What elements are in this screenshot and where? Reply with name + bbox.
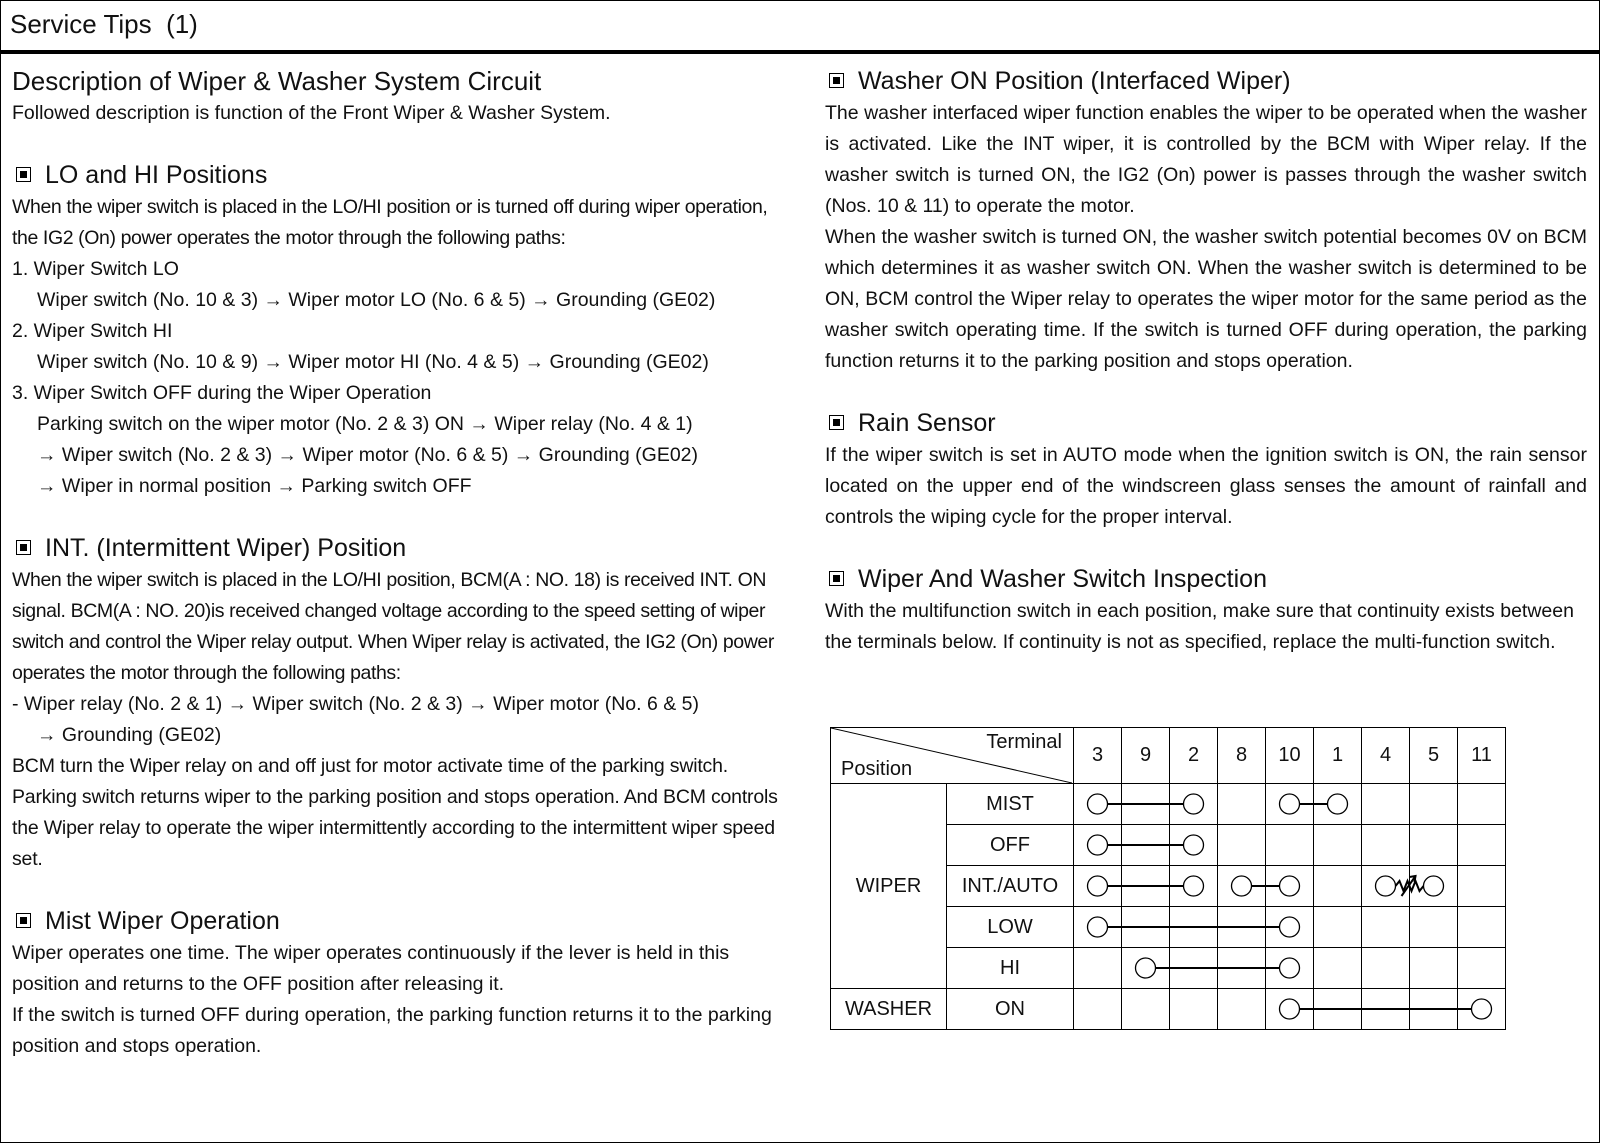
terminal-cell	[1074, 989, 1122, 1030]
right-column	[825, 64, 1587, 658]
terminal-cell	[1170, 948, 1218, 989]
title-text: Service Tips	[10, 9, 152, 39]
bullet-icon	[829, 73, 844, 88]
terminal-cell	[1458, 948, 1506, 989]
rain-heading	[825, 406, 1587, 440]
mist-heading	[12, 904, 778, 938]
terminal-cell	[1458, 784, 1506, 825]
terminal-cell	[1170, 784, 1218, 825]
position-cell: HI	[947, 948, 1074, 989]
corner-header	[831, 728, 1074, 784]
terminal-cell	[1362, 866, 1410, 907]
bullet-icon	[829, 415, 844, 430]
mist-text-2: If the switch is turned OFF during operation, the parking function returns it to the parking position and stops operation.	[12, 1004, 772, 1057]
terminal-cell	[1170, 907, 1218, 948]
group-cell: WIPER	[831, 784, 947, 989]
terminal-header: 9	[1122, 728, 1170, 784]
terminal-cell	[1218, 825, 1266, 866]
group-cell: WASHER	[831, 989, 947, 1030]
washer-text-2: When the washer switch is turned ON, the washer switch potential becomes 0V on BCM which determines it as washer switch ON. When the washer switch is determined to be ON, BCM control the Wiper relay to operates the wiper motor for the same period as the washer switch operating time. If the switch is turned OFF during operation, the parking function returns it to the parking position and stops operation.	[825, 226, 1587, 372]
terminal-cell	[1410, 948, 1458, 989]
terminal-cell	[1314, 784, 1362, 825]
heading-text: Rain Sensor	[858, 409, 996, 437]
lohi-item-1-title: 1. Wiper Switch LO	[12, 258, 179, 280]
heading-text: Washer ON Position (Interfaced Wiper)	[858, 67, 1291, 95]
int-path-2: → Grounding (GE02)	[37, 724, 222, 746]
terminal-cell	[1170, 989, 1218, 1030]
terminal-cell	[1122, 866, 1170, 907]
terminal-cell	[1074, 825, 1122, 866]
page-number: (1)	[166, 9, 198, 39]
bullet-icon	[829, 571, 844, 586]
lohi-item-2-path: Wiper switch (No. 10 & 9) → Wiper motor HI (No. 4 & 5) → Grounding (GE02)	[37, 351, 709, 373]
heading-text: Wiper And Washer Switch Inspection	[858, 565, 1267, 593]
terminal-cell	[1122, 825, 1170, 866]
lohi-item-3-path: → Wiper in normal position → Parking switch OFF	[37, 475, 472, 497]
heading-text: LO and HI Positions	[45, 161, 268, 189]
terminal-cell	[1458, 989, 1506, 1030]
terminal-cell	[1410, 825, 1458, 866]
terminal-cell	[1266, 907, 1314, 948]
position-cell: LOW	[947, 907, 1074, 948]
terminal-cell	[1362, 989, 1410, 1030]
inspect-heading	[825, 562, 1587, 596]
terminal-cell	[1218, 948, 1266, 989]
terminal-cell	[1074, 948, 1122, 989]
terminal-cell	[1218, 989, 1266, 1030]
terminal-header: 10	[1266, 728, 1314, 784]
washer-heading	[825, 64, 1587, 98]
terminal-cell	[1122, 784, 1170, 825]
table-row	[831, 989, 1506, 1030]
inspect-text: With the multifunction switch in each position, make sure that continuity exists between the terminals below. If continuity is not as specified, replace the multi-function switch.	[825, 600, 1574, 653]
title-bar	[0, 0, 1600, 54]
terminal-cell	[1218, 866, 1266, 907]
int-text-2: BCM turn the Wiper relay on and off just for motor activate time of the parking switch. Parking switch returns wiper to the parking position and stops operation. And BCM controls the Wiper relay to operate the wiper intermittently according to the intermittent wiper speed set.	[12, 755, 778, 870]
terminal-cell	[1266, 784, 1314, 825]
continuity-table	[830, 727, 1506, 1030]
lohi-item-1-path: Wiper switch (No. 10 & 3) → Wiper motor LO (No. 6 & 5) → Grounding (GE02)	[37, 289, 716, 311]
terminal-cell	[1458, 866, 1506, 907]
table-row	[831, 784, 1506, 825]
terminal-cell	[1170, 825, 1218, 866]
terminal-header: 5	[1410, 728, 1458, 784]
lohi-item-3-path: → Wiper switch (No. 2 & 3) → Wiper motor (No. 6 & 5) → Grounding (GE02)	[37, 444, 699, 466]
terminal-cell	[1410, 907, 1458, 948]
terminal-cell	[1074, 907, 1122, 948]
terminal-cell	[1362, 907, 1410, 948]
terminal-header: 4	[1362, 728, 1410, 784]
lohi-item-3-title: 3. Wiper Switch OFF during the Wiper Operation	[12, 382, 432, 404]
position-cell: OFF	[947, 825, 1074, 866]
bullet-icon	[16, 913, 31, 928]
terminal-cell	[1362, 784, 1410, 825]
position-cell: MIST	[947, 784, 1074, 825]
position-cell: ON	[947, 989, 1074, 1030]
terminal-cell	[1362, 948, 1410, 989]
continuity-table-wrapper	[830, 727, 1506, 1030]
terminal-header: 1	[1314, 728, 1362, 784]
terminal-cell	[1362, 825, 1410, 866]
terminal-header: 11	[1458, 728, 1506, 784]
terminal-cell	[1410, 989, 1458, 1030]
terminal-cell	[1458, 907, 1506, 948]
terminal-cell	[1122, 907, 1170, 948]
terminal-cell	[1122, 948, 1170, 989]
terminal-cell	[1410, 784, 1458, 825]
terminal-cell	[1266, 989, 1314, 1030]
terminal-cell	[1266, 825, 1314, 866]
lohi-text: When the wiper switch is placed in the LO/HI position or is turned off during wiper operation, the IG2 (On) power operates the motor through the following paths:	[12, 196, 768, 249]
heading-text: INT. (Intermittent Wiper) Position	[45, 534, 407, 562]
terminal-header: 3	[1074, 728, 1122, 784]
terminal-cell	[1122, 989, 1170, 1030]
mist-text: Wiper operates one time. The wiper operates continuously if the lever is held in this position and returns to the OFF position after releasing it.	[12, 942, 730, 995]
position-cell: INT./AUTO	[947, 866, 1074, 907]
heading-text: Mist Wiper Operation	[45, 907, 280, 935]
terminal-cell	[1314, 989, 1362, 1030]
intro-text: Followed description is function of the Front Wiper & Washer System.	[12, 102, 611, 124]
lohi-heading	[12, 158, 778, 192]
bullet-icon	[16, 167, 31, 182]
terminal-cell	[1314, 825, 1362, 866]
terminal-cell	[1458, 825, 1506, 866]
terminal-cell	[1314, 907, 1362, 948]
terminal-header: 2	[1170, 728, 1218, 784]
lohi-item-3-path: Parking switch on the wiper motor (No. 2 & 3) ON → Wiper relay (No. 4 & 1)	[37, 413, 693, 435]
lohi-item-2-title: 2. Wiper Switch HI	[12, 320, 173, 342]
terminal-header: 8	[1218, 728, 1266, 784]
terminal-label: Terminal	[986, 731, 1062, 753]
page-title	[10, 9, 198, 40]
int-text: When the wiper switch is placed in the LO/HI position, BCM(A : NO. 18) is received INT. ON signal. BCM(A : NO. 20)is received changed voltage according to the speed setting of wiper switch and control the Wiper relay output. When Wiper relay is activated, the IG2 (On) power operates the motor through the following paths:	[12, 569, 774, 684]
terminal-cell	[1314, 866, 1362, 907]
terminal-cell	[1314, 948, 1362, 989]
terminal-cell	[1266, 866, 1314, 907]
terminal-cell	[1074, 866, 1122, 907]
washer-text: The washer interfaced wiper function enables the wiper to be operated when the washer is activated. Like the INT wiper, it is controlled by the BCM with Wiper relay. If the washer switch is turned ON, the IG2 (On) power is passes through the washer switch (Nos. 10 & 11) to operate the motor.	[825, 102, 1587, 217]
terminal-cell	[1074, 784, 1122, 825]
int-path: - Wiper relay (No. 2 & 1) → Wiper switch (No. 2 & 3) → Wiper motor (No. 6 & 5)	[12, 693, 699, 715]
int-heading	[12, 531, 778, 565]
terminal-cell	[1266, 948, 1314, 989]
section-title: Description of Wiper & Washer System Circuit	[12, 66, 542, 96]
terminal-cell	[1170, 866, 1218, 907]
bullet-icon	[16, 540, 31, 555]
terminal-cell	[1218, 784, 1266, 825]
terminal-cell	[1410, 866, 1458, 907]
table-header-row	[831, 728, 1506, 784]
position-label: Position	[841, 758, 913, 780]
terminal-cell	[1218, 907, 1266, 948]
left-column	[12, 64, 778, 1062]
rain-text: If the wiper switch is set in AUTO mode when the ignition switch is ON, the rain sensor located on the upper end of the windscreen glass senses the amount of rainfall and controls the wiping cycle for the proper interval.	[825, 444, 1587, 528]
